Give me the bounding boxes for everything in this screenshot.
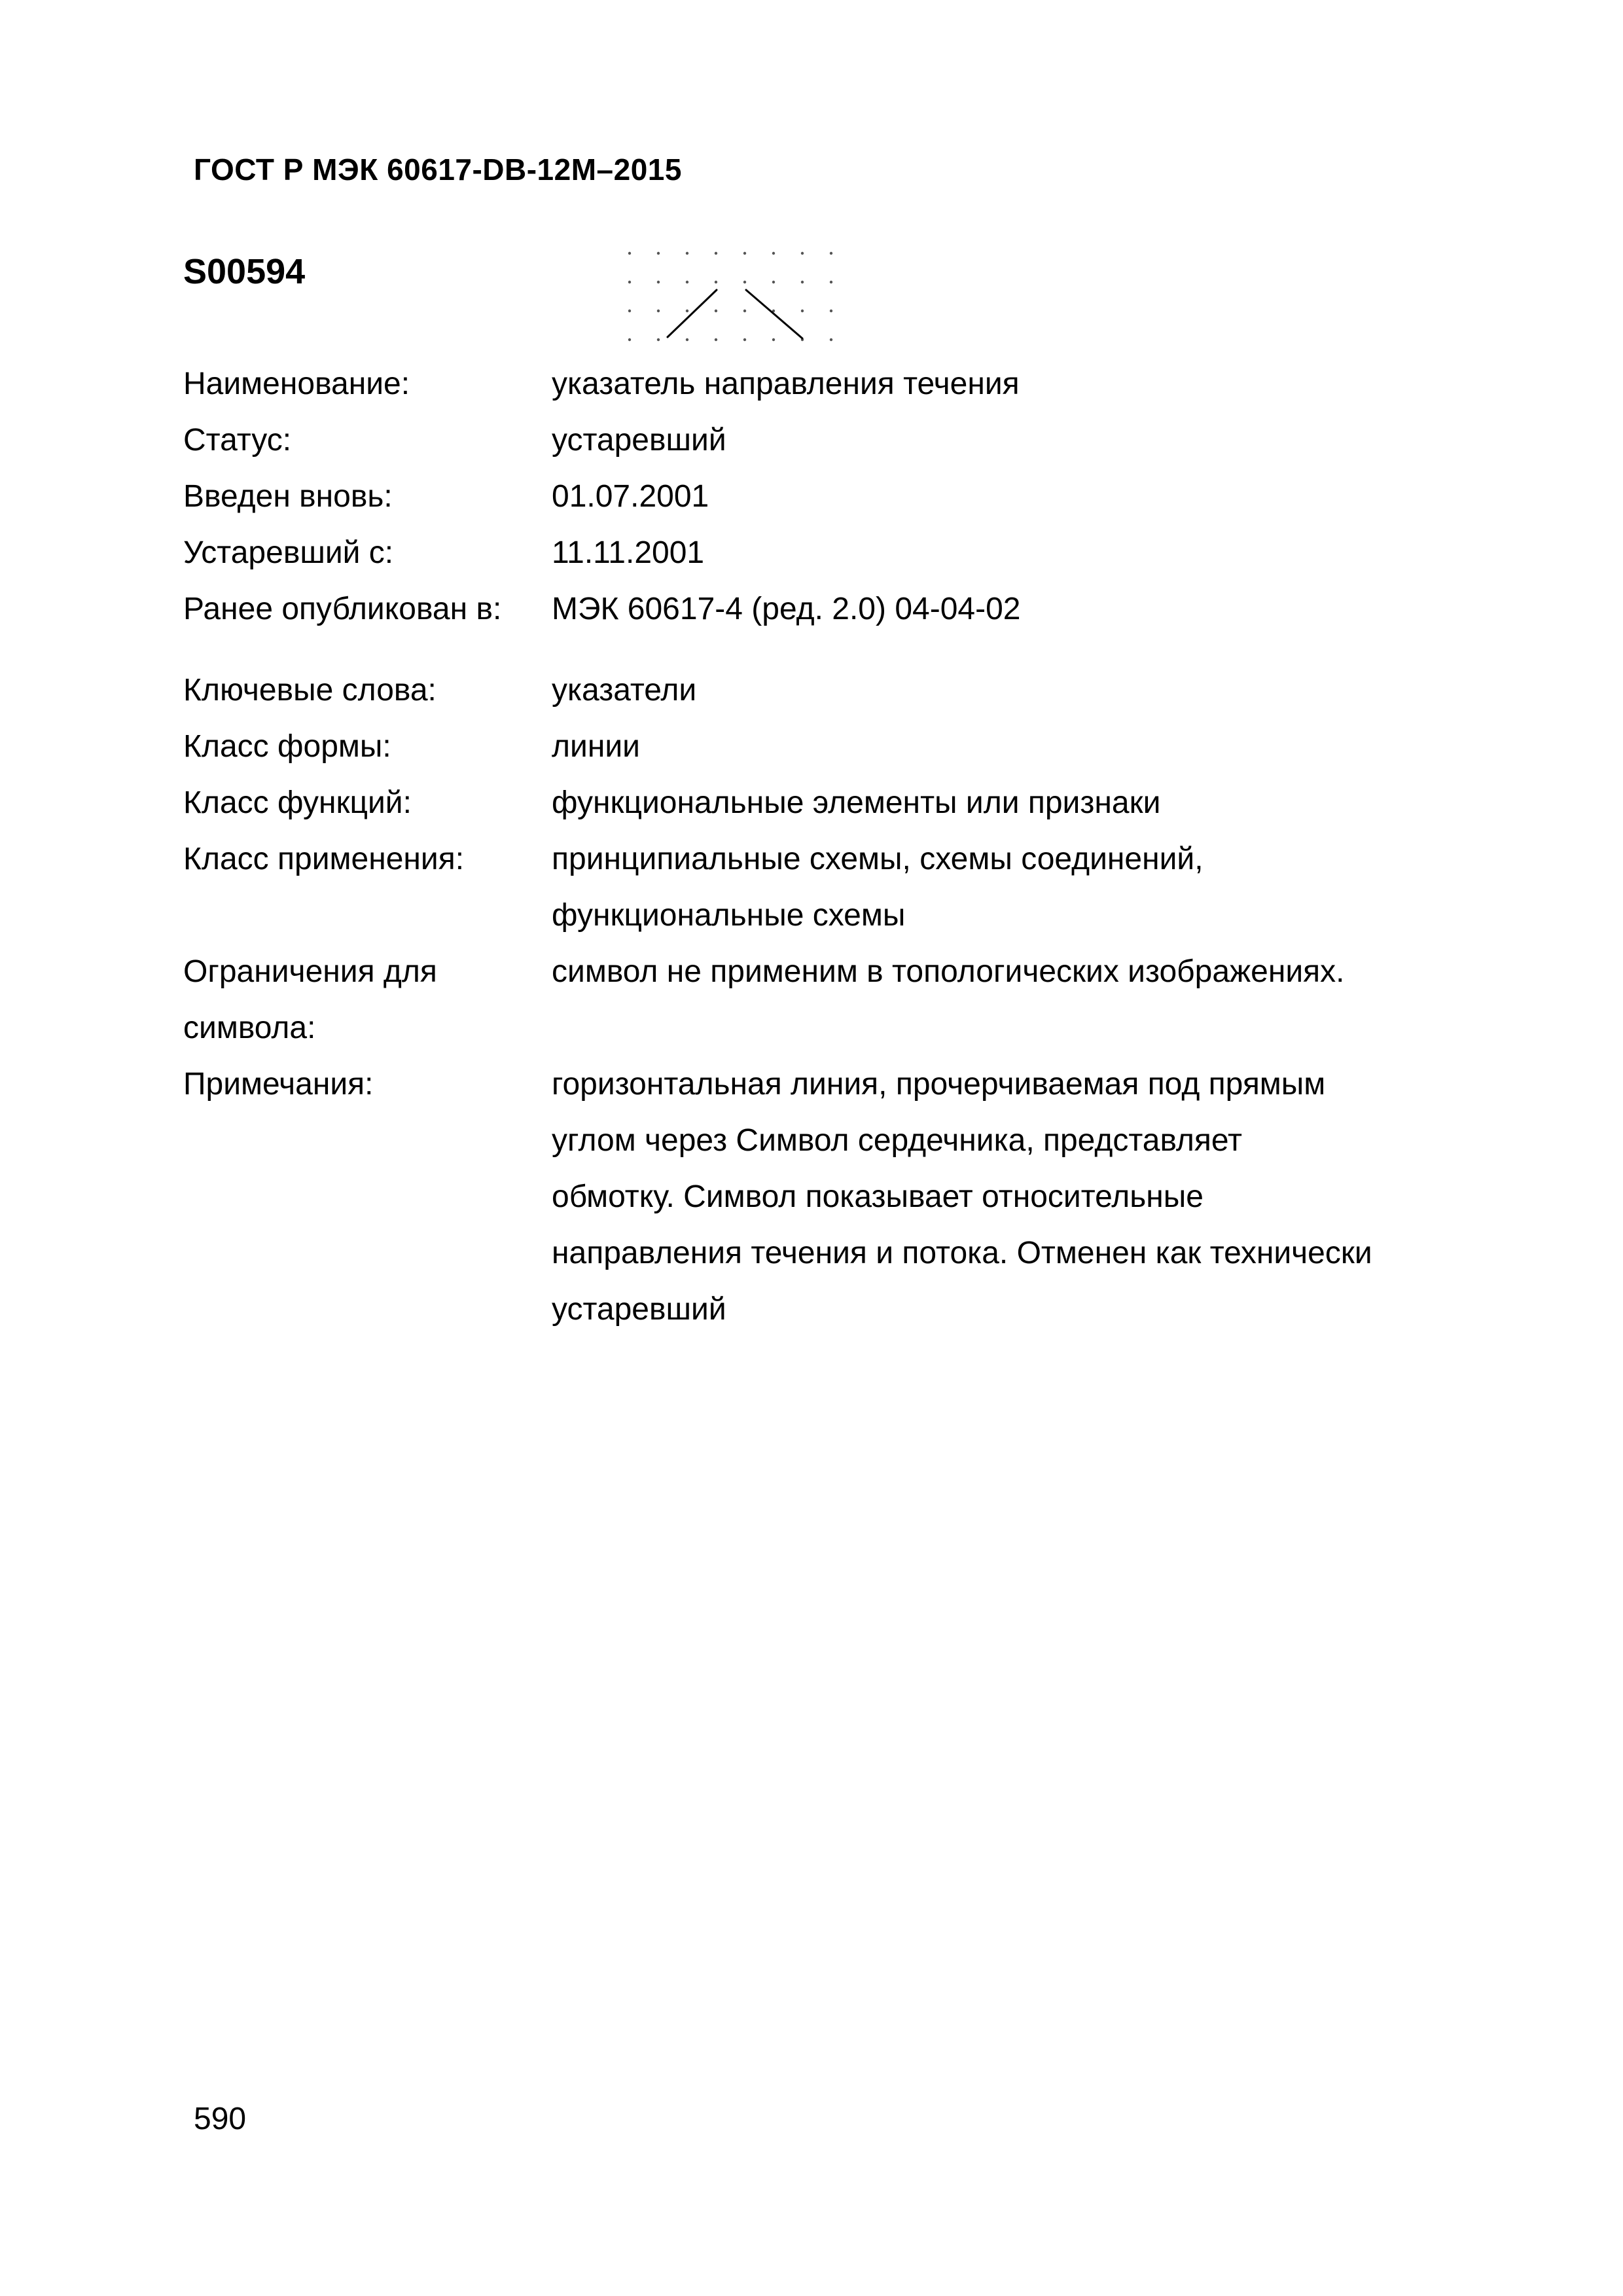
field-row-status [183,412,1492,469]
field-label: Класс применения: [183,842,465,876]
field-row-introduced [183,469,1492,525]
grid-dot [743,310,746,312]
grid-dot [801,310,804,312]
field-label: Введен вновь: [183,479,393,514]
grid-dot [772,338,775,341]
field-label: Наименование: [183,367,410,401]
grid-dot [715,338,717,341]
field-row-shape-class [183,719,1492,775]
grid-dot [743,338,746,341]
grid-dot [657,310,660,312]
field-value: горизонтальная линия, прочерчиваемая под прямым углом через Символ сердечника, представляет обмотку. Символ показывает относительные направления течения и потока. Отменен как технически устаревший [552,1067,1372,1327]
field-value: символ не применим в топологических изображениях. [552,954,1345,989]
field-row-function-class [183,775,1492,831]
grid-dot [686,310,688,312]
grid-dot [657,281,660,283]
field-row-notes [183,1056,1492,1338]
grid-dot [715,252,717,255]
field-row-name [183,356,1492,412]
right-diagonal-stroke [746,290,802,338]
grid-dot [830,252,832,255]
grid-dot [801,252,804,255]
field-label: Ключевые слова: [183,673,437,708]
field-value: 11.11.2001 [552,535,705,570]
grid-dot [772,252,775,255]
field-row-keywords [183,662,1492,719]
page-number: 590 [194,2102,247,2136]
grid-dot [628,281,631,283]
field-value: принципиальные схемы, схемы соединений, функциональные схемы [552,842,1204,933]
grid-dot [686,252,688,255]
field-value: линии [552,729,640,764]
field-label: Примечания: [183,1067,374,1102]
field-label: Ранее опубликован в: [183,592,502,626]
symbol-graphic [622,245,844,350]
grid-dot [628,338,631,341]
field-row-obsolete-since [183,525,1492,581]
field-value: указатели [552,673,697,708]
grid-dot [715,281,717,283]
grid-dots [628,252,832,341]
field-value: 01.07.2001 [552,479,709,514]
standard-designation: ГОСТ Р МЭК 60617-DB-12M–2015 [194,152,682,187]
symbol-strokes [668,290,802,338]
attribute-table [183,356,1492,1338]
grid-dot [628,310,631,312]
grid-dot [657,338,660,341]
field-value: указатель направления течения [552,367,1020,401]
field-row-restrictions [183,944,1492,1056]
field-label: Статус: [183,423,292,457]
field-value: МЭК 60617-4 (ред. 2.0) 04-04-02 [552,592,1021,626]
grid-dot [686,281,688,283]
field-label: Устаревший с: [183,535,394,570]
grid-dot [657,252,660,255]
grid-dot [830,338,832,341]
grid-dot [830,310,832,312]
group-spacer [183,637,1492,662]
grid-dot [743,281,746,283]
field-label: Класс функций: [183,785,412,820]
grid-dot [772,281,775,283]
grid-dot [686,338,688,341]
grid-dot [628,252,631,255]
field-label: Ограничения для символа: [183,954,437,1045]
field-row-application-class [183,831,1492,944]
field-label: Класс формы: [183,729,391,764]
left-diagonal-stroke [668,290,717,337]
field-row-previously-published [183,581,1492,637]
grid-dot [801,281,804,283]
symbol-code: S00594 [183,252,306,291]
grid-dot [830,281,832,283]
grid-dot [743,252,746,255]
field-value: устаревший [552,423,726,457]
field-value: функциональные элементы или признаки [552,785,1161,820]
grid-dot [715,310,717,312]
